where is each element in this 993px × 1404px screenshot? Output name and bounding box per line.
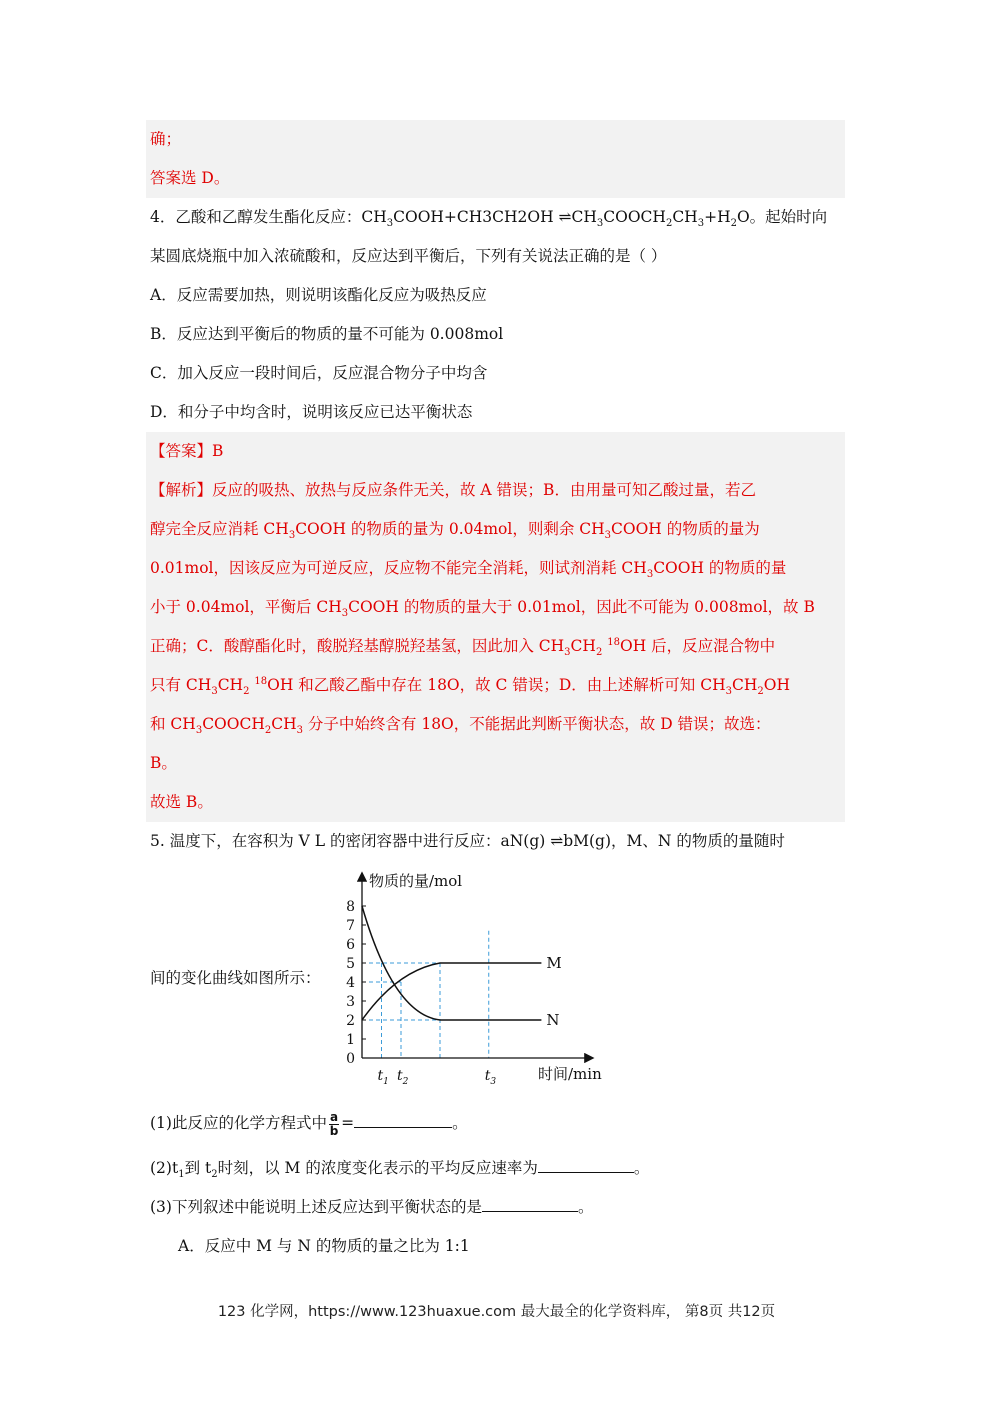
y-axis-title: 物质的量/mol (369, 872, 463, 890)
q4-explanation-line6: 只有 $CH_3CH_2$ $^{18}$OH 和乙酸乙酯中存在 18O，故 C 错误；D．由上述解析可知 $CH_3CH_2OH$ (150, 675, 790, 698)
series-label-N: N (546, 1011, 560, 1029)
q4-explanation-line5: 正确；C．酸醇酯化时，酸脱羟基醇脱羟基氢，因此加入 $CH_3CH_2$ $^{18}$OH 后，反应混合物中 (150, 636, 776, 659)
q4-explanation-line3: 0.01mol，因该反应为可逆反应，反应物不能完全消耗，则试剂消耗 $CH_3COOH$ 的物质的量 (150, 559, 787, 581)
answer-blank-1[interactable] (354, 1112, 452, 1128)
answer-blank-3[interactable] (482, 1196, 578, 1212)
q4-explanation-line2: 醇完全反应消耗 $CH_3COOH$ 的物质的量为 0.04mol，则剩余 $CH_3COOH$ 的物质的量为 (150, 520, 760, 542)
q5-sub3-option-a: A．反应中 M 与 N 的物质的量之比为 1:1 (178, 1237, 470, 1255)
q4-explanation-line7: 和 $CH_3COOCH_2CH_3$ 分子中始终含有 18O，不能据此判断平衡状态，故 D 错误；故选： (150, 715, 771, 737)
q4-stem-line1: 4．乙酸和乙醇发生酯化反应：$CH_3COOH+CH3CH2OH$ $\rightleftharpoons CH_3COOCH_2CH_3+H_2O$。起始时向 (150, 208, 828, 230)
y-tick-label-6: 6 (346, 937, 355, 953)
q4-option-b: B．反应达到平衡后的物质的量不可能为 0.008mol (150, 325, 504, 343)
chart-svg (330, 866, 620, 1088)
q5-stem-line1: 5. 温度下，在容积为 V L 的密闭容器中进行反应：aN(g) ⇌bM(g)，M、N 的物质的量随时 (150, 832, 785, 850)
x-axis-title: 时间/min (538, 1065, 602, 1083)
y-tick-label-2: 2 (346, 1013, 355, 1029)
y-tick-label-0: 0 (346, 1051, 355, 1067)
y-tick-label-7: 7 (346, 918, 355, 934)
x-tick-label-t2: $t_2$ (397, 1068, 409, 1087)
q4-stem-line2: 某圆底烧瓶中加入浓硫酸和，反应达到平衡后，下列有关说法正确的是（ ） (150, 247, 667, 265)
q4-explanation-line9: 故选 B。 (150, 793, 213, 811)
x-tick-label-t3: $t_3$ (484, 1068, 497, 1087)
y-tick-label-5: 5 (346, 956, 355, 972)
y-tick-label-3: 3 (346, 994, 355, 1010)
q5-sub1: (1)此反应的化学方程式中 $\frac{a}{b}$ = 。 (150, 1109, 468, 1138)
series-label-M: M (546, 954, 562, 972)
y-tick-label-8: 8 (346, 899, 355, 915)
y-tick-label-1: 1 (346, 1032, 355, 1048)
q4-explanation-line4: 小于 0.04mol，平衡后 $CH_3COOH$ 的物质的量大于 0.01mol，因此不可能为 0.008mol，故 B (150, 598, 815, 620)
q4-explanation-line1: 【解析】反应的吸热、放热与反应条件无关，故 A 错误；B．由用量可知乙酸过量，若乙 (150, 481, 756, 499)
q5-sub2: $(2)t_1$到 $t_2$时刻，以 M 的浓度变化表示的平均反应速率为 。 (150, 1159, 650, 1181)
fraction-a-over-b: $\frac{a}{b}$ (329, 1109, 339, 1138)
q4-option-a: A．反应需要加热，则说明该酯化反应为吸热反应 (150, 286, 487, 304)
q5-stem-line2: 间的变化曲线如图所示： (150, 969, 321, 987)
prev-tail-line2: 答案选 D。 (150, 169, 230, 187)
q4-option-d: D．和分子中均含时，说明该反应已达平衡状态 (150, 403, 473, 421)
q5-sub3: (3)下列叙述中能说明上述反应达到平衡状态的是 。 (150, 1198, 594, 1216)
page-footer: 123 化学网，https://www.123huaxue.com 最大最全的化学资料库， 第8页 共12页 (217, 1304, 776, 1320)
q4-option-c: C．加入反应一段时间后，反应混合物分子中均含 (150, 364, 488, 382)
answer-highlight-top (146, 120, 845, 198)
series-line-M (362, 963, 541, 1020)
moles-vs-time-chart (330, 866, 620, 1088)
chart-guide-lines (362, 931, 489, 1058)
q4-answer: 【答案】B (150, 442, 224, 460)
chart-series (362, 906, 541, 1020)
x-tick-label-t1: $t_1$ (377, 1068, 389, 1087)
q4-explanation-line8: B。 (150, 754, 177, 772)
prev-tail-line1: 确； (150, 130, 182, 148)
chart-labels (346, 872, 602, 1087)
answer-blank-2[interactable] (538, 1157, 634, 1173)
y-tick-label-4: 4 (346, 975, 355, 991)
